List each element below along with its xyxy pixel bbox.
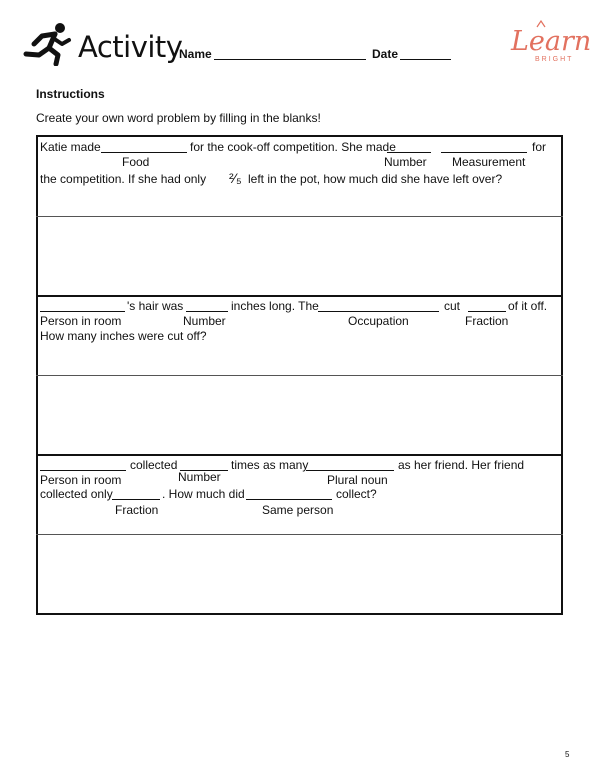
label-occupation: Occupation (348, 314, 409, 328)
label-same-person: Same person (262, 503, 334, 517)
label-number: Number (178, 470, 221, 484)
blank-person[interactable] (40, 470, 126, 471)
blank-same-person[interactable] (246, 499, 332, 500)
problem1-text-1: Katie made (40, 140, 101, 154)
blank-food[interactable] (101, 152, 187, 153)
problem3-text-line2b: . How much did (162, 487, 245, 501)
label-plural-noun: Plural noun (327, 473, 388, 487)
problem1-text-2: for the cook-off competition. She made (190, 140, 396, 154)
problem3-text-line2c: collect? (336, 487, 377, 501)
label-number: Number (384, 155, 427, 169)
label-number: Number (183, 314, 226, 328)
label-measurement: Measurement (452, 155, 526, 169)
blank-number[interactable] (387, 152, 431, 153)
label-fraction: Fraction (465, 314, 509, 328)
problem2-question: How many inches were cut off? (40, 329, 207, 343)
problem3-text-2: times as many (231, 458, 309, 472)
runner-icon (22, 22, 72, 66)
blank-fraction[interactable] (468, 311, 506, 312)
answer-divider-3 (36, 534, 563, 535)
label-person: Person in room (40, 314, 122, 328)
date-field[interactable] (400, 59, 451, 60)
label-food: Food (122, 155, 150, 169)
problem3-text-3: as her friend. Her friend (398, 458, 525, 472)
problem3-text-1: collected (130, 458, 178, 472)
logo: Learn (511, 26, 592, 57)
answer-divider-2 (36, 375, 563, 376)
instructions-heading: Instructions (36, 87, 105, 101)
logo-subtext: BRIGHT (535, 56, 574, 63)
fraction-two-fifths: ²⁄₅ (229, 170, 242, 186)
blank-occupation[interactable] (318, 311, 439, 312)
label-person: Person in room (40, 473, 122, 487)
problem1-text-line2a: the competition. If she had only (40, 172, 207, 186)
page-title: Activity (78, 30, 183, 64)
problem2-text-4: of it off. (508, 299, 548, 313)
problem2-text-2: inches long. The (231, 299, 319, 313)
label-fraction: Fraction (115, 503, 159, 517)
blank-plural-noun[interactable] (306, 470, 394, 471)
date-label: Date (372, 47, 399, 61)
page-number: 5 (565, 750, 570, 759)
problem1-text-line2b: left in the pot, how much did she have left over? (248, 172, 503, 186)
instructions-text: Create your own word problem by filling in the blanks! (36, 111, 321, 125)
problem2-text-1: 's hair was (127, 299, 184, 313)
problem1-text-3: for (532, 140, 547, 154)
blank-fraction[interactable] (112, 499, 160, 500)
blank-measurement[interactable] (441, 152, 527, 153)
problem2-text-3: cut (444, 299, 461, 313)
blank-person[interactable] (40, 311, 125, 312)
name-field[interactable] (214, 59, 366, 60)
blank-number[interactable] (186, 311, 228, 312)
name-label: Name (179, 47, 212, 61)
answer-divider-1 (36, 216, 563, 217)
problem3-text-line2a: collected only (40, 487, 113, 501)
